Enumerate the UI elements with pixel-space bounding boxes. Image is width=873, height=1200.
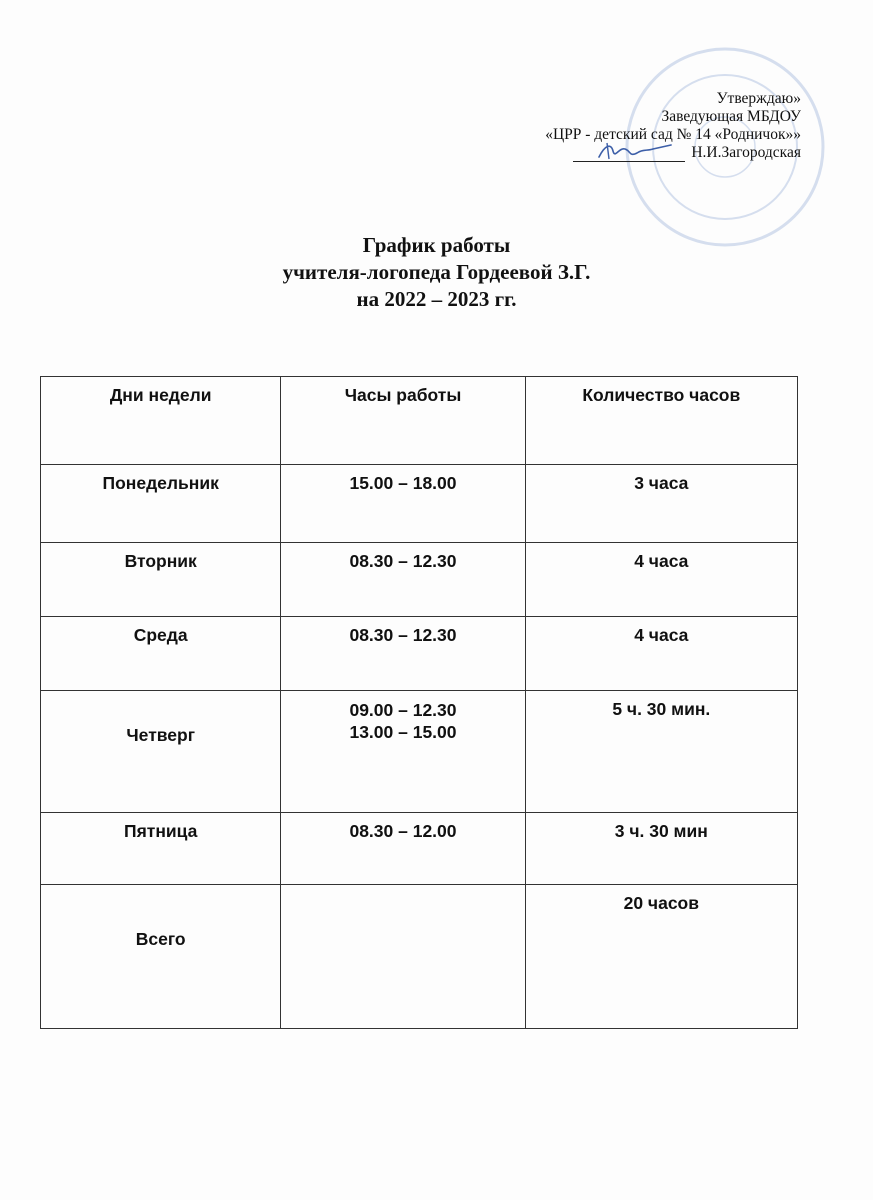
table-row (41, 691, 798, 813)
header-hours: Часы работы (281, 377, 525, 465)
cell-hours: 08.30 – 12.30 (281, 617, 525, 691)
cell-day: Вторник (41, 543, 281, 617)
cell-hours (281, 885, 525, 1029)
cell-total: 4 часа (525, 617, 797, 691)
cell-total: 3 часа (525, 465, 797, 543)
table-row (41, 465, 798, 543)
table-row (41, 885, 798, 1029)
cell-total: 4 часа (525, 543, 797, 617)
cell-day: Пятница (41, 813, 281, 885)
cell-hours (281, 691, 525, 813)
cell-hours-line: 13.00 – 15.00 (349, 722, 457, 742)
header-days: Дни недели (41, 377, 281, 465)
schedule-table (40, 376, 798, 1029)
cell-day: Среда (41, 617, 281, 691)
cell-total: 20 часов (525, 885, 797, 1029)
cell-total: 5 ч. 30 мин. (525, 691, 797, 813)
cell-day: Четверг (41, 691, 281, 813)
table-header-row (41, 377, 798, 465)
header-count: Количество часов (525, 377, 797, 465)
cell-day: Понедельник (41, 465, 281, 543)
title-line-3: на 2022 – 2023 гг. (356, 287, 517, 311)
approval-line-position: Заведующая МБДОУ (661, 108, 801, 125)
cell-hours: 08.30 – 12.00 (281, 813, 525, 885)
cell-day: Всего (41, 885, 281, 1029)
approval-block (481, 90, 801, 162)
approval-line-organization: «ЦРР - детский сад № 14 «Родничок»» (545, 126, 801, 143)
signature-underline (573, 145, 685, 162)
cell-hours: 15.00 – 18.00 (281, 465, 525, 543)
document-title (0, 232, 873, 313)
table-row (41, 617, 798, 691)
title-line-1: График работы (362, 233, 511, 257)
handwritten-signature-icon (595, 139, 675, 163)
cell-hours-line: 09.00 – 12.30 (349, 700, 457, 720)
title-line-2: учителя-логопеда Гордеевой З.Г. (282, 260, 591, 284)
signature-line (481, 144, 801, 162)
approval-signer-name: Н.И.Загородская (691, 144, 801, 161)
cell-total: 3 ч. 30 мин (525, 813, 797, 885)
table-row (41, 813, 798, 885)
approval-line-approve: Утверждаю» (716, 90, 801, 107)
cell-hours: 08.30 – 12.30 (281, 543, 525, 617)
table-row (41, 543, 798, 617)
